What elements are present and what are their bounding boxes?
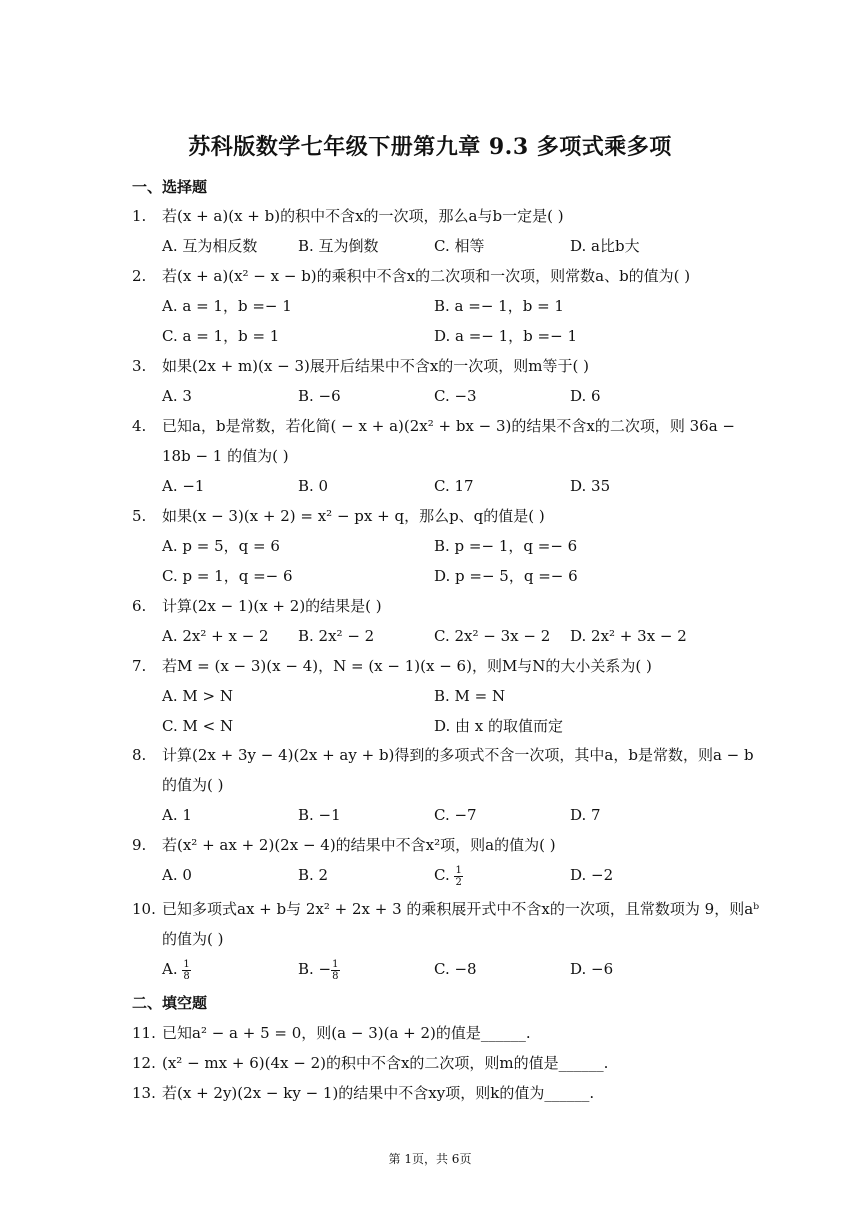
option-d[interactable]: D. a比b大 <box>570 237 640 255</box>
option-b[interactable]: B. 0 <box>298 477 329 495</box>
option-b[interactable]: B. −1 <box>298 806 341 824</box>
question-text: 若(x + a)(x² − x − b)的乘积中不含x的二次项和一次项，则常数a、b的值为( ) <box>162 267 691 285</box>
option-label: A. <box>162 960 183 978</box>
option-a[interactable]: A. p = 5，q = 6 <box>162 537 280 555</box>
fraction <box>454 865 462 888</box>
question-number: 5. <box>132 507 147 525</box>
question-text: 若(x + a)(x + b)的积中不含x的一次项，那么a与b一定是( ) <box>162 207 564 225</box>
option-d[interactable]: D. a =− 1，b =− 1 <box>434 327 578 345</box>
question-number: 11. <box>132 1024 156 1042</box>
options-q6 <box>162 621 742 651</box>
option-c[interactable]: C. −3 <box>434 387 477 405</box>
option-b[interactable]: B. p =− 1，q =− 6 <box>434 537 578 555</box>
question-text: 已知a，b是常数，若化简( − x + a)(2x² + bx − 3)的结果不含x的二次项，则 36a − <box>162 417 735 435</box>
options-q3 <box>162 381 742 411</box>
option-b[interactable]: B. M = N <box>434 687 506 705</box>
option-d[interactable]: D. 2x² + 3x − 2 <box>570 627 687 645</box>
question-8 <box>132 740 754 800</box>
option-c[interactable]: C. 相等 <box>434 237 485 255</box>
options-q7-row1 <box>162 681 742 711</box>
option-d[interactable]: D. −6 <box>570 960 614 978</box>
option-a[interactable]: A. 互为相反数 <box>162 237 258 255</box>
option-c[interactable]: C. p = 1，q =− 6 <box>162 567 293 585</box>
question-7 <box>132 651 732 681</box>
question-2 <box>132 261 732 291</box>
fraction <box>331 959 339 982</box>
option-label: B. − <box>298 960 332 978</box>
fraction-denominator: 8 <box>332 970 339 982</box>
option-a[interactable]: A. M > N <box>162 687 233 705</box>
option-a[interactable]: A. a = 1，b =− 1 <box>162 297 292 315</box>
question-text-continued: 的值为( ) <box>162 776 224 794</box>
question-11 <box>132 1018 732 1048</box>
question-4 <box>132 411 735 471</box>
option-c[interactable]: C. 17 <box>434 477 474 495</box>
option-c[interactable]: C. 2x² − 3x − 2 <box>434 627 551 645</box>
option-c[interactable] <box>434 860 463 890</box>
question-13 <box>132 1078 732 1108</box>
question-12 <box>132 1048 732 1078</box>
option-label: C. <box>434 866 455 884</box>
options-q5-row2 <box>162 561 742 591</box>
option-c[interactable]: C. M < N <box>162 717 234 735</box>
question-text: (x² − mx + 6)(4x − 2)的积中不含x的二次项，则m的值是______. <box>162 1054 609 1072</box>
question-text: 已知a² − a + 5 = 0，则(a − 3)(a + 2)的值是______. <box>162 1024 531 1042</box>
option-b[interactable]: B. 互为倒数 <box>298 237 379 255</box>
question-text: 若M = (x − 3)(x − 4)，N = (x − 1)(x − 6)，则M与N的大小关系为( ) <box>162 657 652 675</box>
options-q1 <box>162 231 742 261</box>
question-text: 计算(2x − 1)(x + 2)的结果是( ) <box>162 597 382 615</box>
options-q7-row2 <box>162 711 742 741</box>
question-number: 6. <box>132 597 147 615</box>
question-number: 4. <box>132 417 147 435</box>
option-c[interactable]: C. −8 <box>434 960 477 978</box>
question-number: 1. <box>132 207 147 225</box>
option-b[interactable]: B. −6 <box>298 387 341 405</box>
option-b[interactable]: B. 2 <box>298 866 329 884</box>
question-5 <box>132 501 732 531</box>
question-6 <box>132 591 732 621</box>
question-text: 若(x² + ax + 2)(2x − 4)的结果中不含x²项，则a的值为( ) <box>162 836 556 854</box>
fraction-numerator: 1 <box>332 958 339 970</box>
option-a[interactable]: A. 1 <box>162 806 192 824</box>
option-d[interactable]: D. 7 <box>570 806 601 824</box>
options-q9 <box>162 860 742 890</box>
question-number: 3. <box>132 357 147 375</box>
question-number: 9. <box>132 836 147 854</box>
option-d[interactable]: D. 6 <box>570 387 601 405</box>
question-9 <box>132 830 732 860</box>
fraction-denominator: 2 <box>455 876 462 888</box>
options-q4 <box>162 471 742 501</box>
fraction-denominator: 8 <box>183 970 190 982</box>
question-3 <box>132 351 732 381</box>
question-number: 10. <box>132 900 156 918</box>
question-number: 13. <box>132 1084 156 1102</box>
options-q2-row1 <box>162 291 742 321</box>
question-text-continued: 18b − 1 的值为( ) <box>162 447 289 465</box>
fraction <box>182 959 190 982</box>
fraction-numerator: 1 <box>455 864 462 876</box>
options-q2-row2 <box>162 321 742 351</box>
option-a[interactable]: A. 0 <box>162 866 192 884</box>
question-text: 已知多项式ax + b与 2x² + 2x + 3 的乘积展开式中不含x的一次项，且常数项为 9，则aᵇ <box>162 900 760 918</box>
question-text: 若(x + 2y)(2x − ky − 1)的结果中不含xy项，则k的值为______. <box>162 1084 595 1102</box>
option-d[interactable]: D. 由 x 的取值而定 <box>434 717 564 735</box>
question-10 <box>132 894 760 954</box>
question-number: 2. <box>132 267 147 285</box>
question-number: 7. <box>132 657 147 675</box>
question-text-continued: 的值为( ) <box>162 930 224 948</box>
section-heading-fill: 二、填空题 <box>132 994 208 1012</box>
option-b[interactable]: B. a =− 1，b = 1 <box>434 297 564 315</box>
question-text: 计算(2x + 3y − 4)(2x + ay + b)得到的多项式不含一次项，其中a，b是常数，则a − b <box>162 746 754 764</box>
option-a[interactable] <box>162 954 191 984</box>
option-c[interactable]: C. −7 <box>434 806 477 824</box>
option-d[interactable]: D. p =− 5，q =− 6 <box>434 567 578 585</box>
options-q8 <box>162 800 742 830</box>
question-number: 12. <box>132 1054 156 1072</box>
section-heading-choice: 一、选择题 <box>132 178 208 196</box>
option-d[interactable]: D. −2 <box>570 866 614 884</box>
fraction-numerator: 1 <box>183 958 190 970</box>
option-c[interactable]: C. a = 1，b = 1 <box>162 327 280 345</box>
option-a[interactable]: A. 2x² + x − 2 <box>162 627 269 645</box>
option-a[interactable]: A. −1 <box>162 477 205 495</box>
page-footer: 第 1页，共 6页 <box>388 1152 472 1166</box>
option-b[interactable]: B. 2x² − 2 <box>298 627 375 645</box>
option-a[interactable]: A. 3 <box>162 387 192 405</box>
options-q10 <box>162 954 742 984</box>
document-title: 苏科版数学七年级下册第九章 9.3 多项式乘多项 <box>188 134 672 160</box>
option-d[interactable]: D. 35 <box>570 477 611 495</box>
question-1 <box>132 201 732 231</box>
question-number: 8. <box>132 746 147 764</box>
options-q5-row1 <box>162 531 742 561</box>
question-text: 如果(x − 3)(x + 2) = x² − px + q，那么p、q的值是( ) <box>162 507 545 525</box>
question-text: 如果(2x + m)(x − 3)展开后结果中不含x的一次项，则m等于( ) <box>162 357 590 375</box>
option-b[interactable] <box>298 954 340 984</box>
